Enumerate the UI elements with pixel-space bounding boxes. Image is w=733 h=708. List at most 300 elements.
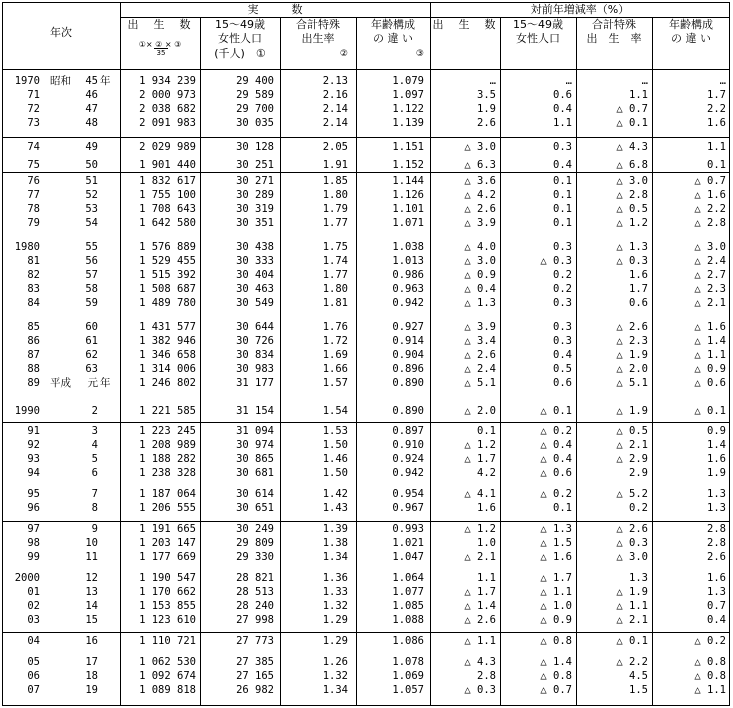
- era-cell: [50, 536, 80, 550]
- births-cell: 2 091 983: [139, 117, 196, 129]
- women-cell: 30 128: [236, 141, 274, 153]
- year-cell: 97: [27, 523, 40, 535]
- year-suffix-cell: [100, 116, 116, 130]
- births-formula-fraction: 35: [154, 48, 168, 58]
- japanese-year-cell: 5: [91, 453, 98, 465]
- rate-tfr-cell: △ 1.1: [616, 600, 648, 612]
- year-suffix-cell: [100, 501, 116, 515]
- rate-age-cell: △ 2.2: [694, 203, 726, 215]
- japanese-year-cell: 54: [85, 217, 98, 229]
- year-suffix-cell: [100, 158, 116, 172]
- rate-births-cell: △ 2.1: [464, 551, 496, 563]
- rate-births-cell: △ 1.7: [464, 586, 496, 598]
- table-row: [2, 268, 730, 282]
- year-header: 年次: [50, 26, 72, 39]
- women-cell: 29 400: [236, 75, 274, 87]
- rate-age-cell: △ 0.6: [694, 377, 726, 389]
- women-cell: 30 251: [236, 159, 274, 171]
- births-cell: 1 208 989: [139, 439, 196, 451]
- rate-births-cell: △ 1.2: [464, 523, 496, 535]
- rate-births-cell: △ 3.0: [464, 141, 496, 153]
- tfr-cell: 1.43: [322, 502, 348, 514]
- rate-births-cell: △ 2.6: [464, 349, 496, 361]
- year-cell: 85: [27, 321, 40, 333]
- births-cell: 1 508 687: [139, 283, 196, 295]
- era-cell: [50, 102, 80, 116]
- rate-age-cell: 2.2: [707, 103, 726, 115]
- births-cell: 1 346 658: [139, 349, 196, 361]
- rate-women-header: 15～49歳: [513, 18, 563, 31]
- era-cell: [50, 334, 80, 348]
- japanese-year-cell: 11: [85, 551, 98, 563]
- era-cell: [50, 550, 80, 564]
- table-row: [2, 320, 730, 334]
- rate-births-cell: △ 2.4: [464, 363, 496, 375]
- rate-of-change-header: 対前年増減率（%）: [530, 3, 630, 16]
- women-cell: 26 982: [236, 684, 274, 696]
- era-cell: [50, 655, 80, 669]
- rate-women-cell: 0.1: [553, 175, 572, 187]
- rate-women-cell: 0.3: [553, 297, 572, 309]
- births-cell: 1 431 577: [139, 321, 196, 333]
- rate-tfr-cell: △ 2.1: [616, 614, 648, 626]
- rate-women-cell: 0.6: [553, 89, 572, 101]
- rate-age-cell: △ 0.8: [694, 656, 726, 668]
- japanese-year-cell: 62: [85, 349, 98, 361]
- births-cell: 1 188 282: [139, 453, 196, 465]
- tfr-cell: 1.34: [322, 551, 348, 563]
- age-structure-cell: 0.963: [392, 283, 424, 295]
- age-structure-cell: 1.101: [392, 203, 424, 215]
- year-cell: 1990: [14, 405, 40, 417]
- tfr-cell: 1.38: [322, 537, 348, 549]
- year-suffix-cell: 年: [100, 75, 111, 87]
- rate-tfr-cell: △ 2.6: [616, 523, 648, 535]
- women-header: 15～49歳: [215, 18, 265, 31]
- era-cell: [50, 613, 80, 627]
- table-row: [2, 585, 730, 599]
- rate-women-cell: 0.1: [553, 203, 572, 215]
- separator-1974: [2, 137, 730, 138]
- table-row: [2, 282, 730, 296]
- table-row: [2, 376, 730, 390]
- rate-births-cell: △ 2.0: [464, 405, 496, 417]
- rate-tfr-header-2: 出 生 率: [586, 32, 642, 45]
- rate-age-cell: △ 2.1: [694, 297, 726, 309]
- age-structure-cell: 0.897: [392, 425, 424, 437]
- japanese-year-cell: 2: [91, 405, 98, 417]
- japanese-year-cell: 57: [85, 269, 98, 281]
- table-row: [2, 487, 730, 501]
- rate-women-cell: 0.4: [553, 349, 572, 361]
- women-cell: 28 240: [236, 600, 274, 612]
- year-suffix-cell: [100, 254, 116, 268]
- year-cell: 76: [27, 175, 40, 187]
- era-cell: [50, 202, 80, 216]
- tfr-cell: 1.32: [322, 600, 348, 612]
- women-cell: 27 773: [236, 635, 274, 647]
- japanese-year-cell: 10: [85, 537, 98, 549]
- age-structure-cell: 1.152: [392, 159, 424, 171]
- age-structure-cell: 1.086: [392, 635, 424, 647]
- japanese-year-cell: 47: [85, 103, 98, 115]
- tfr-cell: 2.16: [322, 89, 348, 101]
- rate-births-cell: …: [489, 75, 496, 87]
- rate-women-cell: 0.3: [553, 241, 572, 253]
- year-suffix-cell: [100, 362, 116, 376]
- year-suffix-cell: [100, 613, 116, 627]
- rate-women-cell: △ 0.7: [540, 684, 572, 696]
- rate-births-header: 出 生 数: [432, 18, 498, 31]
- japanese-year-cell: 53: [85, 203, 98, 215]
- births-cell: 1 489 780: [139, 297, 196, 309]
- table-row: [2, 683, 730, 697]
- era-cell: [50, 404, 80, 418]
- era-cell: [50, 116, 80, 130]
- japanese-year-cell: 元: [87, 377, 98, 389]
- rate-tfr-cell: 0.6: [629, 297, 648, 309]
- era-cell: [50, 282, 80, 296]
- table-row: [2, 669, 730, 683]
- japanese-year-cell: 50: [85, 159, 98, 171]
- rate-women-cell: △ 1.5: [540, 537, 572, 549]
- era-cell: [50, 320, 80, 334]
- births-cell: 1 203 147: [139, 537, 196, 549]
- women-cell: 27 998: [236, 614, 274, 626]
- women-cell: 30 614: [236, 488, 274, 500]
- rate-tfr-cell: △ 2.9: [616, 453, 648, 465]
- year-suffix-cell: 年: [100, 377, 111, 389]
- age-structure-cell: 1.064: [392, 572, 424, 584]
- era-cell: [50, 240, 80, 254]
- table-row: [2, 550, 730, 564]
- women-cell: 30 289: [236, 189, 274, 201]
- rate-tfr-cell: △ 3.0: [616, 551, 648, 563]
- tfr-cell: 2.13: [322, 75, 348, 87]
- age-header: 年齢構成: [371, 18, 415, 31]
- rate-women-header-2: 女性人口: [516, 32, 560, 45]
- japanese-year-cell: 15: [85, 614, 98, 626]
- year-suffix-cell: [100, 536, 116, 550]
- rate-tfr-cell: △ 0.1: [616, 635, 648, 647]
- year-suffix-cell: [100, 202, 116, 216]
- rate-women-cell: △ 0.2: [540, 425, 572, 437]
- rate-age-cell: 1.6: [707, 117, 726, 129]
- rate-tfr-cell: 0.2: [629, 502, 648, 514]
- births-cell: 1 110 721: [139, 635, 196, 647]
- era-cell: [50, 501, 80, 515]
- rate-births-cell: 2.6: [477, 117, 496, 129]
- rate-women-cell: 0.4: [553, 159, 572, 171]
- tfr-cell: 1.79: [322, 203, 348, 215]
- age-structure-cell: 0.904: [392, 349, 424, 361]
- women-cell: 30 974: [236, 439, 274, 451]
- rate-age-cell: 1.3: [707, 488, 726, 500]
- rate-age-cell: △ 2.3: [694, 283, 726, 295]
- japanese-year-cell: 3: [91, 425, 98, 437]
- year-suffix-cell: [100, 466, 116, 480]
- age-structure-cell: 1.088: [392, 614, 424, 626]
- year-suffix-cell: [100, 571, 116, 585]
- era-cell: [50, 424, 80, 438]
- rate-age-cell: 0.4: [707, 614, 726, 626]
- japanese-year-cell: 9: [91, 523, 98, 535]
- era-cell: [50, 522, 80, 536]
- rate-tfr-cell: △ 2.2: [616, 656, 648, 668]
- year-suffix-cell: [100, 683, 116, 697]
- age-structure-cell: 1.021: [392, 537, 424, 549]
- births-cell: 1 755 100: [139, 189, 196, 201]
- rate-women-cell: 0.3: [553, 321, 572, 333]
- era-cell: [50, 254, 80, 268]
- rate-tfr-cell: △ 5.1: [616, 377, 648, 389]
- year-cell: 82: [27, 269, 40, 281]
- rate-women-cell: 0.4: [553, 103, 572, 115]
- rate-births-cell: △ 0.9: [464, 269, 496, 281]
- table-row: [2, 102, 730, 116]
- rate-age-cell: △ 0.1: [694, 405, 726, 417]
- women-cell: 27 385: [236, 656, 274, 668]
- year-cell: 96: [27, 502, 40, 514]
- age-structure-cell: 0.942: [392, 467, 424, 479]
- rate-women-cell: △ 1.6: [540, 551, 572, 563]
- table-row: [2, 188, 730, 202]
- table-row: [2, 116, 730, 130]
- year-suffix-cell: [100, 424, 116, 438]
- age-structure-cell: 1.047: [392, 551, 424, 563]
- era-cell: [50, 438, 80, 452]
- rate-births-cell: 0.1: [477, 425, 496, 437]
- births-cell: 1 206 555: [139, 502, 196, 514]
- rate-births-cell: △ 0.4: [464, 283, 496, 295]
- women-cell: 29 809: [236, 537, 274, 549]
- rate-women-cell: △ 0.9: [540, 614, 572, 626]
- rate-tfr-cell: △ 1.9: [616, 349, 648, 361]
- japanese-year-cell: 49: [85, 141, 98, 153]
- tfr-cell: 1.42: [322, 488, 348, 500]
- year-suffix-cell: [100, 240, 116, 254]
- rate-tfr-cell: 4.5: [629, 670, 648, 682]
- age-header-3: ③: [415, 49, 424, 59]
- age-structure-cell: 1.126: [392, 189, 424, 201]
- tfr-cell: 1.46: [322, 453, 348, 465]
- year-cell: 87: [27, 349, 40, 361]
- rate-births-cell: △ 4.3: [464, 656, 496, 668]
- era-cell: [50, 585, 80, 599]
- era-cell: [50, 174, 80, 188]
- age-structure-cell: 0.954: [392, 488, 424, 500]
- rate-women-cell: 0.6: [553, 377, 572, 389]
- tfr-cell: 1.34: [322, 684, 348, 696]
- japanese-year-cell: 58: [85, 283, 98, 295]
- japanese-year-cell: 55: [85, 241, 98, 253]
- year-cell: 04: [27, 635, 40, 647]
- year-suffix-cell: [100, 140, 116, 154]
- header-bottom-border: [2, 69, 730, 70]
- year-suffix-cell: [100, 348, 116, 362]
- tfr-cell: 1.72: [322, 335, 348, 347]
- rate-women-cell: 0.1: [553, 502, 572, 514]
- rate-tfr-cell: 1.5: [629, 684, 648, 696]
- japanese-year-cell: 46: [85, 89, 98, 101]
- births-cell: 1 238 328: [139, 467, 196, 479]
- rate-births-cell: △ 5.1: [464, 377, 496, 389]
- era-cell: [50, 188, 80, 202]
- table-row: [2, 348, 730, 362]
- japanese-year-cell: 17: [85, 656, 98, 668]
- tfr-cell: 1.26: [322, 656, 348, 668]
- rate-age-cell: △ 0.7: [694, 175, 726, 187]
- rate-age-cell: △ 0.2: [694, 635, 726, 647]
- tfr-cell: 1.57: [322, 377, 348, 389]
- japanese-year-cell: 13: [85, 586, 98, 598]
- women-cell: 29 589: [236, 89, 274, 101]
- rate-births-cell: △ 3.9: [464, 321, 496, 333]
- japanese-year-cell: 48: [85, 117, 98, 129]
- era-cell: [50, 452, 80, 466]
- rate-age-cell: △ 1.6: [694, 189, 726, 201]
- rate-women-cell: …: [565, 75, 572, 87]
- tfr-cell: 1.77: [322, 217, 348, 229]
- rate-women-cell: △ 1.7: [540, 572, 572, 584]
- table-row: [2, 362, 730, 376]
- births-cell: 1 382 946: [139, 335, 196, 347]
- age-structure-cell: 0.927: [392, 321, 424, 333]
- year-cell: 91: [27, 425, 40, 437]
- rate-age-cell: △ 2.7: [694, 269, 726, 281]
- births-cell: 1 314 006: [139, 363, 196, 375]
- year-cell: 88: [27, 363, 40, 375]
- rate-tfr-cell: 1.3: [629, 572, 648, 584]
- rate-tfr-cell: △ 2.1: [616, 439, 648, 451]
- women-cell: 30 651: [236, 502, 274, 514]
- rate-women-cell: △ 0.8: [540, 670, 572, 682]
- women-cell: 30 249: [236, 523, 274, 535]
- women-cell: 29 330: [236, 551, 274, 563]
- year-cell: 1980: [14, 241, 40, 253]
- rate-women-cell: 0.5: [553, 363, 572, 375]
- age-structure-cell: 0.910: [392, 439, 424, 451]
- year-suffix-cell: [100, 452, 116, 466]
- tfr-cell: 2.05: [322, 141, 348, 153]
- women-cell: 28 821: [236, 572, 274, 584]
- tfr-cell: 1.29: [322, 614, 348, 626]
- births-cell: 2 029 989: [139, 141, 196, 153]
- tfr-cell: 1.80: [322, 283, 348, 295]
- rate-age-cell: 1.3: [707, 586, 726, 598]
- table-row: [2, 522, 730, 536]
- age-structure-cell: 1.069: [392, 670, 424, 682]
- births-cell: 1 092 674: [139, 670, 196, 682]
- births-cell: 1 515 392: [139, 269, 196, 281]
- age-structure-cell: 1.071: [392, 217, 424, 229]
- table-row: [2, 240, 730, 254]
- era-cell: [50, 599, 80, 613]
- births-cell: 1 223 245: [139, 425, 196, 437]
- women-cell: 30 644: [236, 321, 274, 333]
- tfr-cell: 1.81: [322, 297, 348, 309]
- women-cell: 30 333: [236, 255, 274, 267]
- table-row: [2, 599, 730, 613]
- rate-tfr-cell: △ 1.9: [616, 586, 648, 598]
- rate-tfr-cell: △ 2.3: [616, 335, 648, 347]
- year-cell: 2000: [14, 572, 40, 584]
- age-structure-cell: 0.890: [392, 405, 424, 417]
- rate-tfr-cell: △ 0.5: [616, 203, 648, 215]
- age-structure-cell: 1.085: [392, 600, 424, 612]
- japanese-year-cell: 60: [85, 321, 98, 333]
- table-row: [2, 424, 730, 438]
- table-row: [2, 613, 730, 627]
- tfr-cell: 1.77: [322, 269, 348, 281]
- japanese-year-cell: 52: [85, 189, 98, 201]
- table-row: [2, 254, 730, 268]
- rate-tfr-cell: △ 1.9: [616, 405, 648, 417]
- tfr-cell: 1.53: [322, 425, 348, 437]
- year-cell: 73: [27, 117, 40, 129]
- rate-births-cell: 3.5: [477, 89, 496, 101]
- rate-tfr-cell: △ 4.3: [616, 141, 648, 153]
- year-suffix-cell: [100, 188, 116, 202]
- rate-births-cell: △ 4.0: [464, 241, 496, 253]
- year-cell: 03: [27, 614, 40, 626]
- year-cell: 75: [27, 159, 40, 171]
- japanese-year-cell: 6: [91, 467, 98, 479]
- year-cell: 77: [27, 189, 40, 201]
- table-row: [2, 438, 730, 452]
- rate-women-cell: △ 1.4: [540, 656, 572, 668]
- year-cell: 79: [27, 217, 40, 229]
- era-cell: [50, 348, 80, 362]
- era-cell: [50, 296, 80, 310]
- births-cell: 1 934 239: [139, 75, 196, 87]
- rate-births-cell: △ 6.3: [464, 159, 496, 171]
- year-cell: 99: [27, 551, 40, 563]
- year-cell: 92: [27, 439, 40, 451]
- japanese-year-cell: 4: [91, 439, 98, 451]
- tfr-cell: 1.85: [322, 175, 348, 187]
- year-suffix-cell: [100, 88, 116, 102]
- tfr-cell: 1.29: [322, 635, 348, 647]
- rate-age-cell: 1.7: [707, 89, 726, 101]
- tfr-cell: 2.14: [322, 103, 348, 115]
- table-row: [2, 158, 730, 172]
- year-suffix-cell: [100, 487, 116, 501]
- tfr-cell: 1.76: [322, 321, 348, 333]
- rate-tfr-cell: △ 5.2: [616, 488, 648, 500]
- rate-tfr-cell: 1.6: [629, 269, 648, 281]
- header-subdivider: [120, 17, 730, 18]
- year-cell: 89: [27, 377, 40, 389]
- table-row: [2, 501, 730, 515]
- rate-tfr-cell: △ 2.8: [616, 189, 648, 201]
- women-cell: 30 035: [236, 117, 274, 129]
- rate-women-cell: △ 1.0: [540, 600, 572, 612]
- era-cell: [50, 571, 80, 585]
- women-header-2: 女性人口: [218, 32, 262, 45]
- tfr-cell: 1.50: [322, 467, 348, 479]
- year-cell: 05: [27, 656, 40, 668]
- rate-tfr-cell: 2.9: [629, 467, 648, 479]
- rate-tfr-cell: △ 0.7: [616, 103, 648, 115]
- age-header-2: の 違 い: [373, 32, 413, 45]
- table-row: [2, 334, 730, 348]
- rate-tfr-cell: △ 1.2: [616, 217, 648, 229]
- table-row: [2, 634, 730, 648]
- rate-age-cell: 0.9: [707, 425, 726, 437]
- rate-age-cell: 1.1: [707, 141, 726, 153]
- era-cell: [50, 669, 80, 683]
